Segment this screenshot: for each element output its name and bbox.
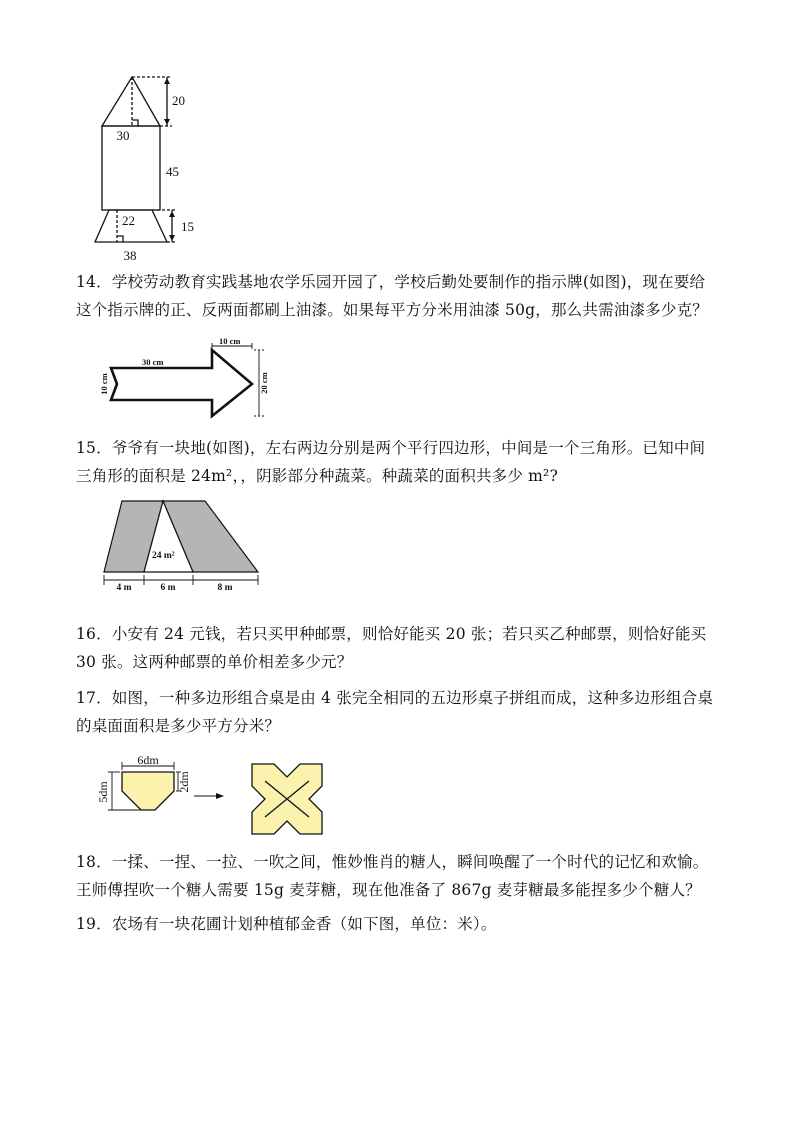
arrow-sign-figure xyxy=(96,336,276,424)
land-label-6m: 6 m xyxy=(160,583,176,593)
table-label-5dm: 5dm xyxy=(96,781,110,803)
sign-label-10cm-top: 10 cm xyxy=(219,336,241,346)
sign-label-20cm: 20 cm xyxy=(259,372,269,394)
table-label-6dm: 6dm xyxy=(137,753,159,767)
arrow-sign-outline xyxy=(111,350,252,416)
rocket-label-45: 45 xyxy=(166,164,179,179)
rocket-label-22: 22 xyxy=(122,213,135,228)
table-label-2dm: 2dm xyxy=(177,771,191,793)
question-18: 18．一揉、一捏、一拉、一吹之间，惟妙惟肖的糖人，瞬间唤醒了一个时代的记忆和欢愉。 王师傅捏吹一个糖人需要 15g 麦芽糖，现在他准备了 867g 麦芽糖最多能捏多少个糖人？ xyxy=(76,853,709,899)
table-figure xyxy=(96,752,336,846)
land-label-area: 24 m² xyxy=(152,551,175,561)
pentagon-table xyxy=(122,772,174,810)
question-14: 14．学校劳动教育实践基地农学乐园开园了，学校后勤处要制作的指示牌(如图)，现在要给 这个指示牌的正、反两面都刷上油漆。如果每平方分米用油漆 50g，那么共需油漆多少克？ xyxy=(76,273,708,319)
land-figure xyxy=(100,498,265,594)
land-label-4m: 4 m xyxy=(116,583,132,593)
sign-label-10cm-left: 10 cm xyxy=(99,373,109,395)
rocket-label-30: 30 xyxy=(116,128,130,143)
sign-label-30cm: 30 cm xyxy=(142,357,164,367)
rocket-label-15: 15 xyxy=(181,219,194,234)
rocket-label-38: 38 xyxy=(123,248,137,263)
question-19: 19．农场有一块花圃计划种植郁金香（如下图，单位：米）。 xyxy=(76,915,497,933)
rocket-label-20: 20 xyxy=(172,93,185,108)
question-15: 15．爷爷有一块地(如图)，左右两边分别是两个平行四边形，中间是一个三角形。已知中间 三角形的面积是 24m²，，阴影部分种蔬菜。种蔬菜的面积共多少 m²? xyxy=(76,439,706,485)
rocket-rectangle xyxy=(102,126,160,210)
question-16: 16．小安有 24 元钱，若只买甲种邮票，则恰好能买 20 张；若只买乙种邮票，则恰好能买 30 张。这两种邮票的单价相差多少元？ xyxy=(76,625,707,671)
combined-table xyxy=(252,764,322,834)
rocket-triangle xyxy=(102,77,160,126)
rocket-figure xyxy=(80,70,220,270)
land-label-8m: 8 m xyxy=(217,583,233,593)
question-17: 17．如图，一种多边形组合桌是由 4 张完全相同的五边形桌子拼组而成，这种多边形组合桌 的桌面面积是多少平方分米？ xyxy=(76,689,714,735)
